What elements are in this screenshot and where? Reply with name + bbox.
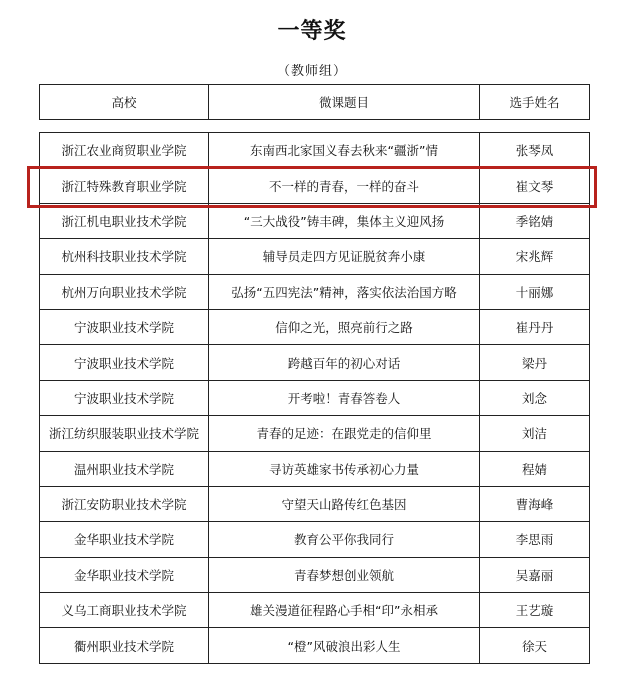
lesson-title-cell: 守望天山路传红色基因	[209, 486, 480, 521]
header-row	[40, 85, 590, 120]
highlight-box	[27, 166, 597, 208]
contestant-name-cell: 刘念	[480, 380, 590, 415]
table-row	[40, 239, 590, 274]
lesson-title-cell: 跨越百年的初心对话	[209, 345, 480, 380]
contestant-name-cell: 曹海峰	[480, 486, 590, 521]
lesson-title-cell: 不一样的青春，一样的奋斗	[209, 168, 480, 203]
column-header-lesson-title: 微课题目	[209, 85, 480, 120]
lesson-title-cell: 雄关漫道征程路心手相“印”永相承	[209, 593, 480, 628]
school-cell: 金华职业技术学院	[40, 522, 209, 557]
table-header	[39, 84, 590, 120]
contestant-name-cell: 张琴凤	[480, 133, 590, 168]
lesson-title-cell: 教育公平你我同行	[209, 522, 480, 557]
contestant-name-cell: 宋兆辉	[480, 239, 590, 274]
table-row	[40, 557, 590, 592]
lesson-title-cell: 开考啦！青春答卷人	[209, 380, 480, 415]
page-title: 一等奖	[277, 18, 347, 44]
contestant-name-cell: 王艺璇	[480, 593, 590, 628]
school-cell: 浙江特殊教育职业学院	[40, 168, 209, 203]
table-row	[40, 451, 590, 486]
school-cell: 宁波职业技术学院	[40, 345, 209, 380]
contestant-name-cell: 程婧	[480, 451, 590, 486]
table-row	[40, 380, 590, 415]
lesson-title-cell: 弘扬“五四宪法”精神，落实依法治国方略	[209, 274, 480, 309]
contestant-name-cell: 崔丹丹	[480, 309, 590, 344]
table-row	[40, 203, 590, 238]
column-header-school: 高校	[40, 85, 209, 120]
lesson-title-cell: 东南西北家国义春去秋来“疆浙”情	[209, 133, 480, 168]
table-row	[40, 416, 590, 451]
school-cell: 杭州科技职业技术学院	[40, 239, 209, 274]
school-cell: 宁波职业技术学院	[40, 380, 209, 415]
lesson-title-cell: 信仰之光，照亮前行之路	[209, 309, 480, 344]
school-cell: 宁波职业技术学院	[40, 309, 209, 344]
table-row	[40, 628, 590, 663]
contestant-name-cell: 刘洁	[480, 416, 590, 451]
school-cell: 浙江安防职业技术学院	[40, 486, 209, 521]
table-row	[40, 486, 590, 521]
table-row	[40, 309, 590, 344]
page-subtitle: （教师组）	[276, 64, 347, 79]
school-cell: 杭州万向职业技术学院	[40, 274, 209, 309]
contestant-name-cell: 徐天	[480, 628, 590, 663]
school-cell: 义乌工商职业技术学院	[40, 593, 209, 628]
table-row	[40, 133, 590, 168]
school-cell: 浙江农业商贸职业学院	[40, 133, 209, 168]
school-cell: 浙江机电职业技术学院	[40, 203, 209, 238]
table-row	[40, 522, 590, 557]
lesson-title-cell: 青春的足迹：在跟党走的信仰里	[209, 416, 480, 451]
award-table	[39, 132, 590, 664]
lesson-title-cell: “橙”风破浪出彩人生	[209, 628, 480, 663]
school-cell: 衢州职业技术学院	[40, 628, 209, 663]
contestant-name-cell: 李思雨	[480, 522, 590, 557]
lesson-title-cell: 青春梦想创业领航	[209, 557, 480, 592]
table-row	[40, 274, 590, 309]
lesson-title-cell: 辅导员走四方见证脱贫奔小康	[209, 239, 480, 274]
school-cell: 金华职业技术学院	[40, 557, 209, 592]
contestant-name-cell: 梁丹	[480, 345, 590, 380]
school-cell: 浙江纺织服装职业技术学院	[40, 416, 209, 451]
contestant-name-cell: 季铭婧	[480, 203, 590, 238]
lesson-title-cell: 寻访英雄家书传承初心力量	[209, 451, 480, 486]
school-cell: 温州职业技术学院	[40, 451, 209, 486]
lesson-title-cell: “三大战役”铸丰碑，集体主义迎风扬	[209, 203, 480, 238]
contestant-name-cell: 崔文琴	[480, 168, 590, 203]
table-row	[40, 593, 590, 628]
column-header-contestant: 选手姓名	[480, 85, 590, 120]
table-row	[40, 345, 590, 380]
contestant-name-cell: 吴嘉丽	[480, 557, 590, 592]
contestant-name-cell: 十丽娜	[480, 274, 590, 309]
